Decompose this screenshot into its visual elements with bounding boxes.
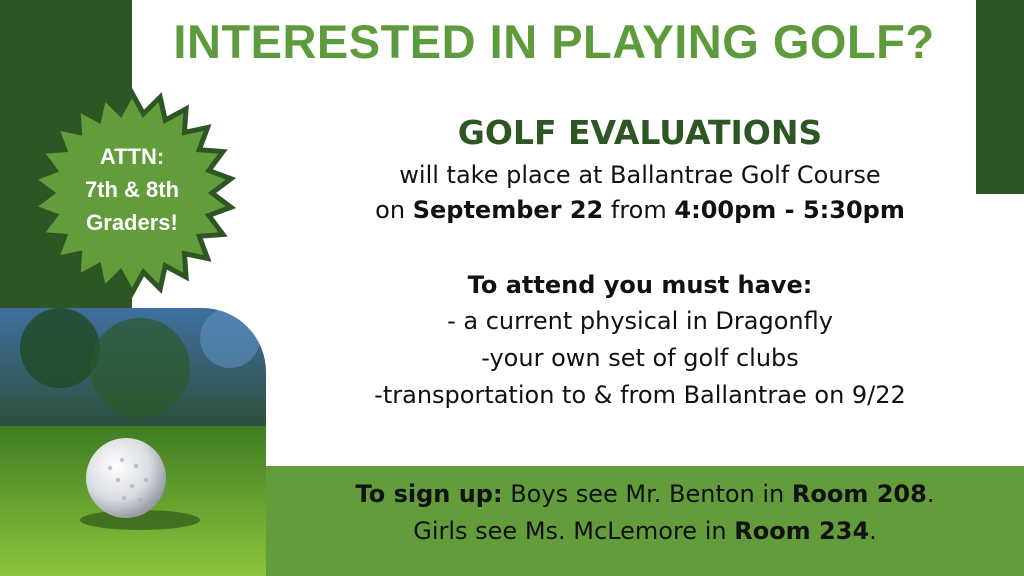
requirements-title: To attend you must have:: [467, 271, 813, 299]
page-title: INTERESTED IN PLAYING GOLF?: [173, 15, 935, 68]
badge-line: ATTN:: [99, 144, 165, 169]
location-line: will take place at Ballantrae Golf Course: [399, 161, 881, 189]
requirement-item: -transportation to & from Ballantrae on 9/22: [374, 381, 906, 409]
from-text: from: [610, 196, 667, 224]
date-time-line: [300, 193, 980, 228]
event-heading: GOLF EVALUATIONS: [457, 113, 823, 152]
badge-line: Graders!: [86, 210, 178, 235]
boys-text: Boys see Mr. Benton in: [510, 480, 785, 508]
event-time: 4:00pm - 5:30pm: [674, 196, 905, 224]
requirement-item: -your own set of golf clubs: [481, 344, 799, 372]
signup-info: [266, 476, 1024, 550]
girls-text: Girls see Ms. McLemore in: [413, 517, 727, 545]
right-green-block: [976, 0, 1024, 194]
golf-ball-photo: [0, 308, 266, 576]
badge-line: 7th & 8th: [84, 177, 180, 202]
signup-boys-line: To sign up: Boys see Mr. Benton in Room 208.: [355, 480, 935, 508]
requirement-item: - a current physical in Dragonfly: [447, 307, 833, 335]
event-date: September 22: [412, 196, 604, 224]
boys-room: Room 208: [791, 480, 927, 508]
signup-girls-line: Girls see Ms. McLemore in Room 234.: [413, 517, 877, 545]
event-details: [300, 108, 980, 414]
badge-text: [22, 140, 242, 239]
on-text: on: [375, 196, 406, 224]
signup-label: To sign up:: [355, 480, 503, 508]
girls-room: Room 234: [734, 517, 870, 545]
